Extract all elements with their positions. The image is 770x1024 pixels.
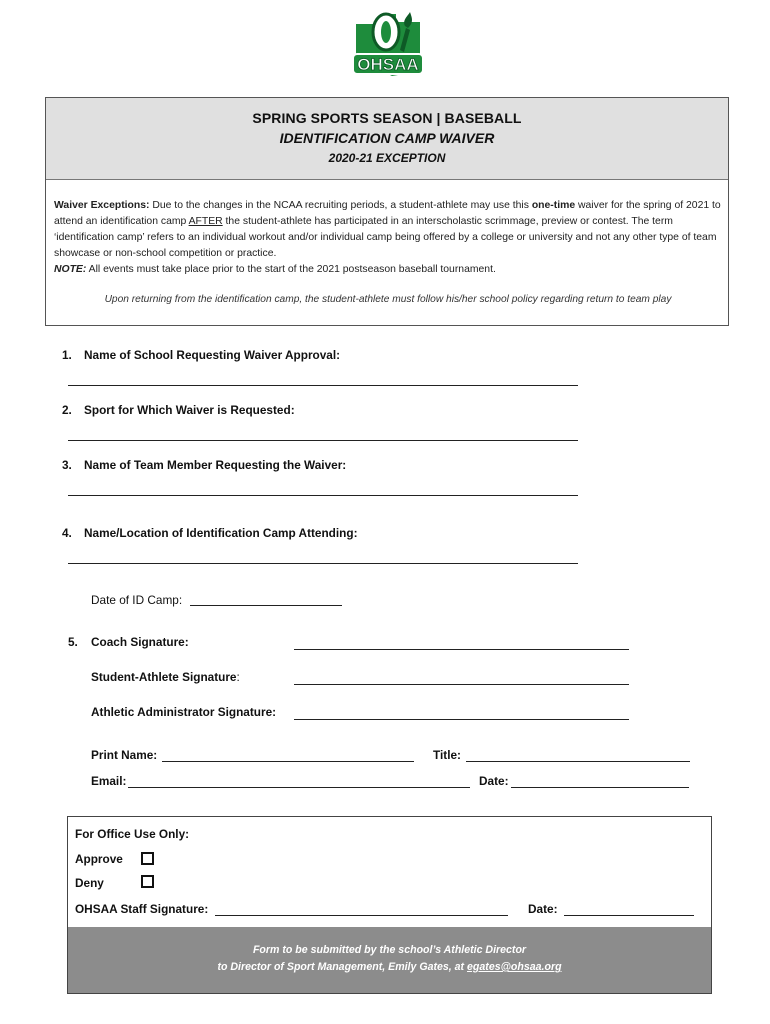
coach-signature-field[interactable] bbox=[294, 649, 629, 650]
student-athlete-signature-text: Student-Athlete Signature bbox=[91, 670, 237, 684]
question-label: Name of Team Member Requesting the Waiver: bbox=[84, 458, 347, 472]
waiver-text-part1: Due to the changes in the NCAA recruiting periods, a student-athlete may use this bbox=[149, 200, 532, 211]
waiver-exceptions-label: Waiver Exceptions: bbox=[54, 200, 150, 211]
approve-label: Approve bbox=[75, 852, 123, 866]
question-2 bbox=[62, 403, 295, 417]
athletic-administrator-signature-field[interactable] bbox=[294, 719, 629, 720]
team-member-field[interactable] bbox=[68, 495, 578, 496]
office-use-heading: For Office Use Only: bbox=[75, 827, 190, 841]
page-subtitle: IDENTIFICATION CAMP WAIVER bbox=[279, 130, 495, 146]
note-label: NOTE: bbox=[54, 264, 87, 275]
date-label: Date: bbox=[479, 774, 509, 788]
footer-line-2 bbox=[68, 959, 711, 976]
date-id-camp-label: Date of ID Camp: bbox=[91, 593, 183, 607]
office-use-box bbox=[67, 816, 712, 994]
submission-footer bbox=[68, 927, 711, 993]
email-label: Email: bbox=[91, 774, 127, 788]
waiver-exceptions-text bbox=[46, 180, 728, 308]
signature-number: 5. bbox=[68, 635, 78, 649]
one-time-text: one-time bbox=[531, 200, 576, 211]
after-text: AFTER bbox=[188, 216, 223, 227]
question-number: 1. bbox=[62, 348, 72, 362]
question-label: Name of School Requesting Waiver Approval: bbox=[84, 348, 341, 362]
student-athlete-signature-label bbox=[91, 670, 240, 684]
note-text: All events must take place prior to the start of the 2021 postseason baseball tournament. bbox=[86, 264, 496, 275]
waiver-header-box bbox=[45, 97, 729, 326]
exception-label: 2020-21 EXCEPTION bbox=[328, 151, 446, 165]
question-label: Sport for Which Waiver is Requested: bbox=[84, 403, 295, 417]
approve-checkbox[interactable] bbox=[141, 852, 154, 865]
return-policy-text: Upon returning from the identification camp, the student-athlete must follow his/her school policy regarding return to team play bbox=[104, 294, 672, 305]
ohsaa-logo-icon bbox=[350, 10, 426, 88]
email-field[interactable] bbox=[128, 787, 470, 788]
office-date-field[interactable] bbox=[564, 915, 694, 916]
question-label: Name/Location of Identification Camp Attending: bbox=[84, 526, 358, 540]
waiver-text-part3: the student-athlete has participated in an interscholastic scrimmage, preview or contest. The term ‘identification camp’ refers to an individual workout and/or individual camp being offered by a college or university and not any other type of team showcase or non-school competition or practice. bbox=[54, 216, 717, 259]
title-label: Title: bbox=[433, 748, 461, 762]
date-field[interactable] bbox=[511, 787, 689, 788]
deny-checkbox[interactable] bbox=[141, 875, 154, 888]
footer-email-link[interactable]: egates@ohsaa.org bbox=[467, 961, 562, 973]
title-field[interactable] bbox=[466, 761, 690, 762]
coach-signature-label: Coach Signature: bbox=[91, 635, 189, 649]
staff-signature-field[interactable] bbox=[215, 915, 508, 916]
student-athlete-signature-field[interactable] bbox=[294, 684, 629, 685]
camp-location-field[interactable] bbox=[68, 563, 578, 564]
logo-text: OHSAA bbox=[357, 55, 419, 74]
athletic-administrator-signature-label: Athletic Administrator Signature: bbox=[91, 705, 277, 719]
question-4 bbox=[62, 526, 358, 540]
print-name-field[interactable] bbox=[162, 761, 414, 762]
footer-line-1: Form to be submitted by the school’s Athletic Director bbox=[252, 944, 527, 956]
office-date-label: Date: bbox=[528, 902, 558, 916]
header-band bbox=[46, 98, 728, 180]
sport-field[interactable] bbox=[68, 440, 578, 441]
student-athlete-signature-colon: : bbox=[236, 670, 240, 684]
deny-label: Deny bbox=[75, 876, 104, 890]
school-name-field[interactable] bbox=[68, 385, 578, 386]
question-number: 3. bbox=[62, 458, 72, 472]
date-id-camp-field[interactable] bbox=[190, 605, 342, 606]
staff-signature-label: OHSAA Staff Signature: bbox=[75, 902, 209, 916]
question-3 bbox=[62, 458, 346, 472]
waiver-text-part2: waiver for the spring of 2021 to attend an identification camp bbox=[54, 200, 721, 227]
footer-line-2-text: to Director of Sport Management, Emily Gates, at bbox=[217, 961, 468, 973]
question-number: 4. bbox=[62, 526, 72, 540]
page-title: SPRING SPORTS SEASON | BASEBALL bbox=[252, 110, 522, 126]
print-name-label: Print Name: bbox=[91, 748, 158, 762]
question-number: 2. bbox=[62, 403, 72, 417]
question-1 bbox=[62, 348, 340, 362]
